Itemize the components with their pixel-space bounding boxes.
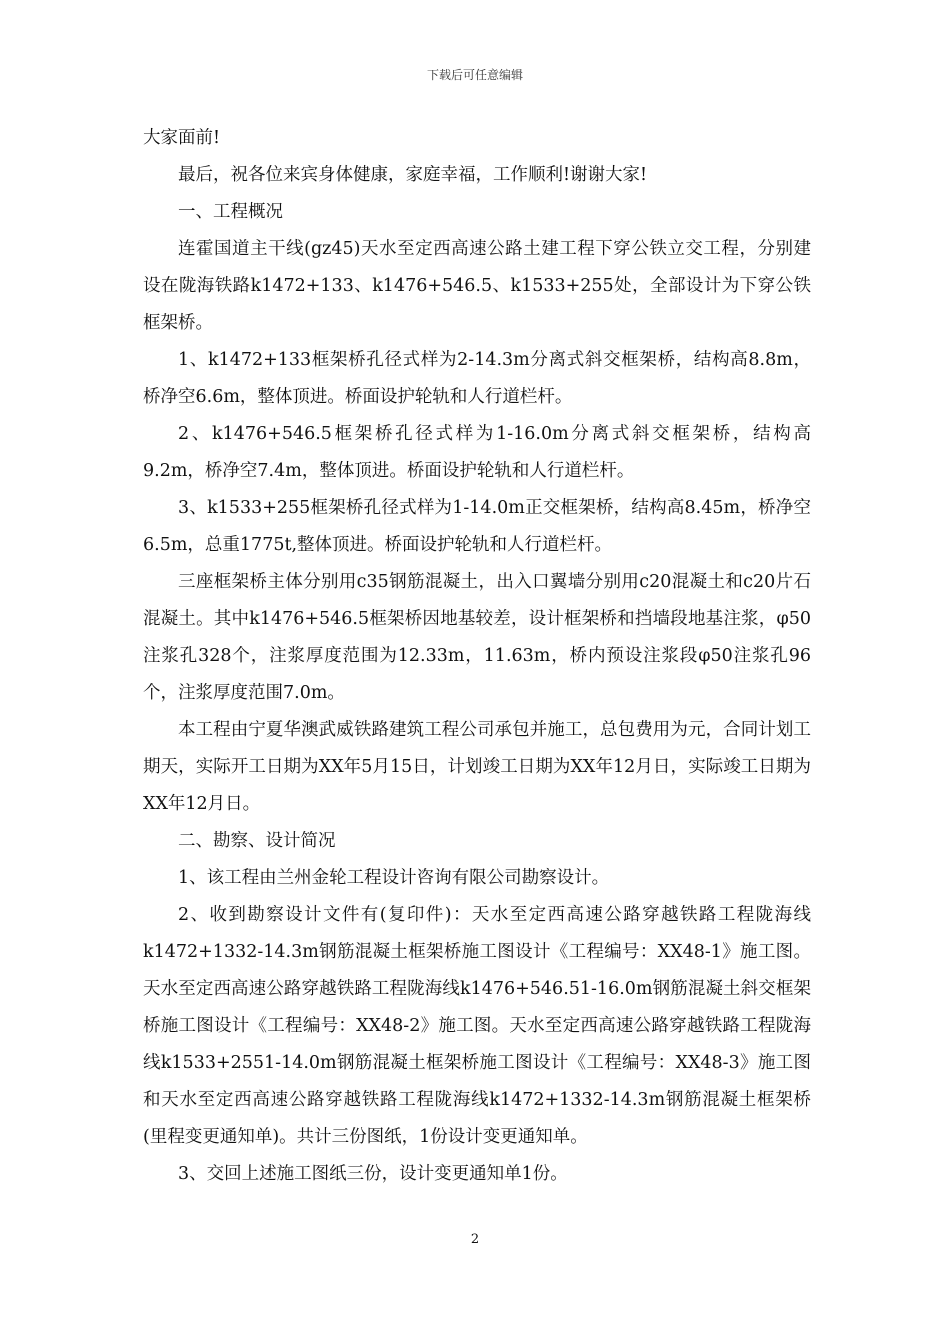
list-item: 3、交回上述施工图纸三份，设计变更通知单1份。 [178, 1164, 568, 1184]
paragraph: 最后，祝各位来宾身体健康，家庭幸福，工作顺利!谢谢大家! [178, 165, 648, 185]
list-item: 1、该工程由兰州金轮工程设计咨询有限公司勘察设计。 [178, 868, 610, 888]
page-number: 2 [470, 1232, 480, 1247]
section-heading: 一、工程概况 [178, 202, 283, 222]
paragraph: 大家面前! [143, 128, 221, 148]
list-item: 1、k1472+133框架桥孔径式样为2-14.3m分离式斜交框架桥，结构高8.8m，桥净空6.6m，整体顶进。桥面设护轮轨和人行道栏杆。 [143, 350, 811, 407]
list-item: 2、k1476+546.5框架桥孔径式样为1-16.0m分离式斜交框架桥，结构高9.2m，桥净空7.4m，整体顶进。桥面设护轮轨和人行道栏杆。 [143, 424, 811, 481]
paragraph: 三座框架桥主体分别用c35钢筋混凝土，出入口翼墙分别用c20混凝土和c20片石混凝土。其中k1476+546.5框架桥因地基较差，设计框架桥和挡墙段地基注浆，φ50注浆孔328个，注浆厚度范围为12.33m，11.63m，桥内预设注浆段φ50注浆孔96个，注浆厚度范围7.0m。 [143, 572, 811, 703]
paragraph: 本工程由宁夏华澳武威铁路建筑工程公司承包并施工，总包费用为元，合同计划工期天，实际开工日期为XX年5月15日，计划竣工日期为XX年12月日，实际竣工日期为XX年12月日。 [143, 720, 811, 814]
paragraph: 连霍国道主干线(gz45)天水至定西高速公路土建工程下穿公铁立交工程，分别建设在陇海铁路k1472+133、k1476+546.5、k1533+255处，全部设计为下穿公铁框架桥。 [143, 239, 811, 333]
list-item: 2、收到勘察设计文件有(复印件)：天水至定西高速公路穿越铁路工程陇海线k1472+1332-14.3m钢筋混凝土框架桥施工图设计《工程编号：XX48-1》施工图。天水至定西高速公路穿越铁路工程陇海线k1476+546.51-16.0m钢筋混凝土斜交框架桥施工图设计《工程编号：XX48-2》施工图。天水至定西高速公路穿越铁路工程陇海线k1533+2551-14.0m钢筋混凝土框架桥施工图设计《工程编号：XX48-3》施工图和天水至定西高速公路穿越铁路工程陇海线k1472+1332-14.3m钢筋混凝土框架桥(里程变更通知单)。共计三份图纸，1份设计变更通知单。 [143, 905, 811, 1147]
section-heading: 二、勘察、设计简况 [178, 831, 336, 851]
list-item: 3、k1533+255框架桥孔径式样为1-14.0m正交框架桥，结构高8.45m，桥净空6.5m，总重1775t,整体顶进。桥面设护轮轨和人行道栏杆。 [143, 498, 811, 555]
document-body [143, 120, 811, 1193]
page-header: 下载后可任意编辑 [426, 68, 523, 82]
